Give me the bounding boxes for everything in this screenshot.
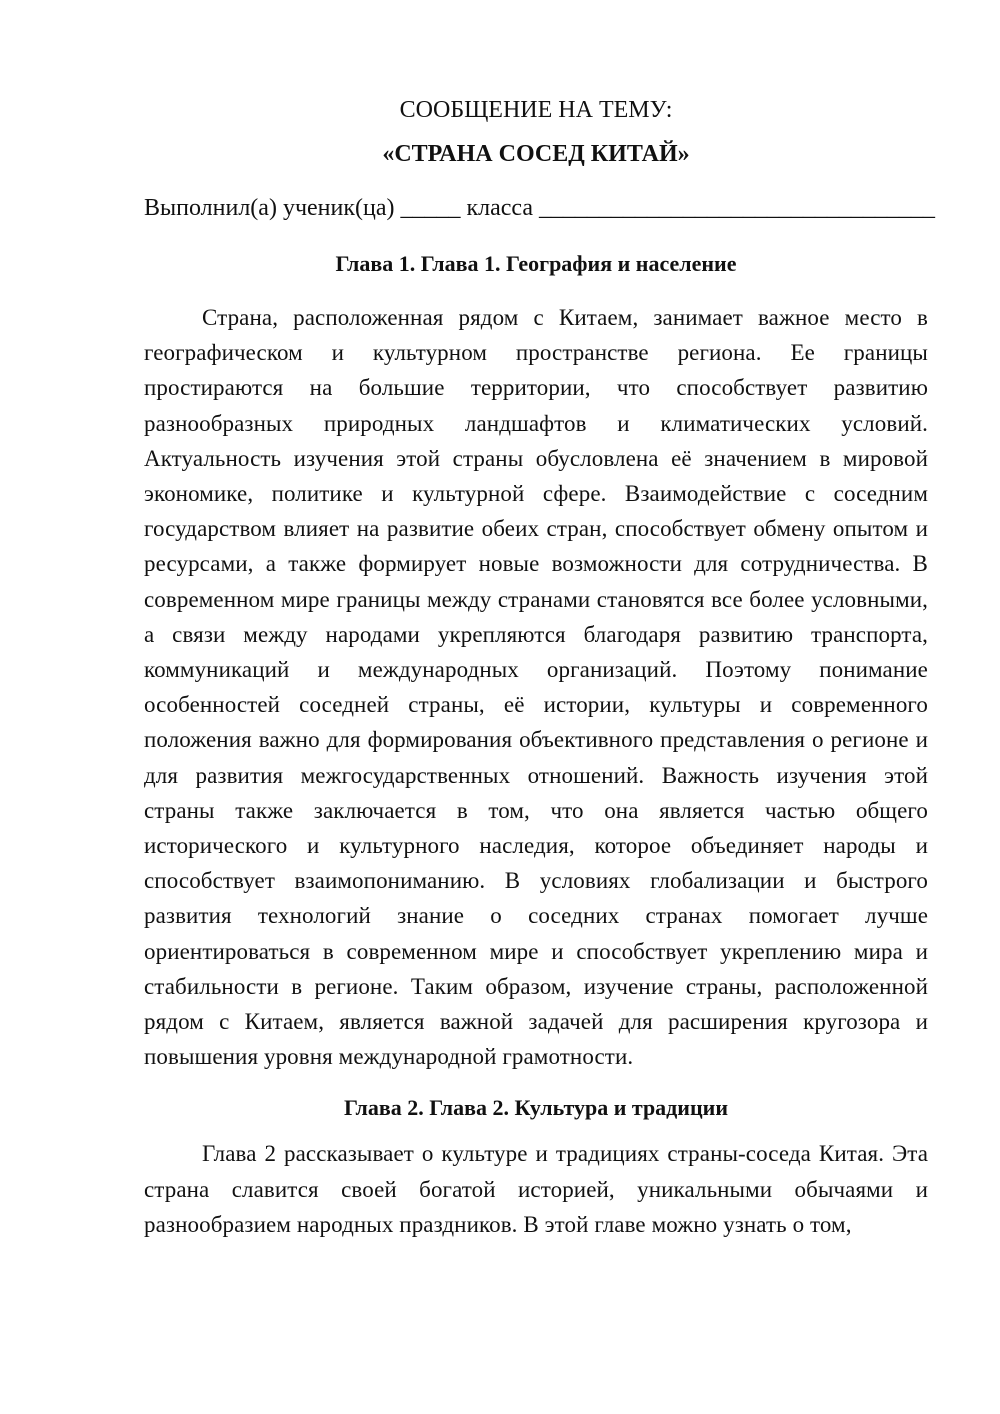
chapter-1-heading: Глава 1. Глава 1. География и население [335, 251, 737, 276]
chapter-2-paragraph: Глава 2 рассказывает о культуре и традициях страны-соседа Китая. Эта страна славится своей богатой историей, уникальными обычаями и разнообразием народных праздников. В этой главе можно узнать о том, [144, 1141, 928, 1237]
document-subtitle: «СТРАНА СОСЕД КИТАЙ» [382, 141, 690, 167]
chapter-2-heading: Глава 2. Глава 2. Культура и традиции [343, 1095, 729, 1121]
author-line: Выполнил(а) ученик(ца) _____ класса _________________________________ [144, 195, 936, 221]
chapter-1-paragraph: Страна, расположенная рядом с Китаем, занимает важное место в географическом и культурном пространстве региона. Ее границы простираются на большие территории, что способствует развитию разнообразных природных ландшафтов и климатических условий. Актуальность изучения этой страны обусловлена её значением в мировой экономике, политике и культурной сфере. Взаимодействие с соседним государством влияет на развитие обеих стран, способствует обмену опытом и ресурсами, а также формирует новые возможности для сотрудничества. В современном мире границы между странами становятся все более условными, а связи между народами укрепляются благодаря развитию транспорта, коммуникаций и международных организаций. Поэтому понимание особенностей соседней страны, её истории, культуры и современного положения важно для формирования объективного представления о регионе и для развития межгосударственных отношений. Важность изучения этой страны также заключается в том, что она является частью общего исторического и культурного наследия, которое объединяет народы и способствует взаимопониманию. В условиях глобализации и быстрого развития технологий знание о соседних странах помогает лучше ориентироваться в современном мире и способствует укреплению мира и стабильности в регионе. Таким образом, изучение страны, расположенной рядом с Китаем, является важной задачей для расширения кругозора и повышения уровня международной грамотности. [144, 305, 928, 1070]
document-content [144, 92, 936, 1242]
document-title: СООБЩЕНИЕ НА ТЕМУ: [399, 97, 673, 123]
